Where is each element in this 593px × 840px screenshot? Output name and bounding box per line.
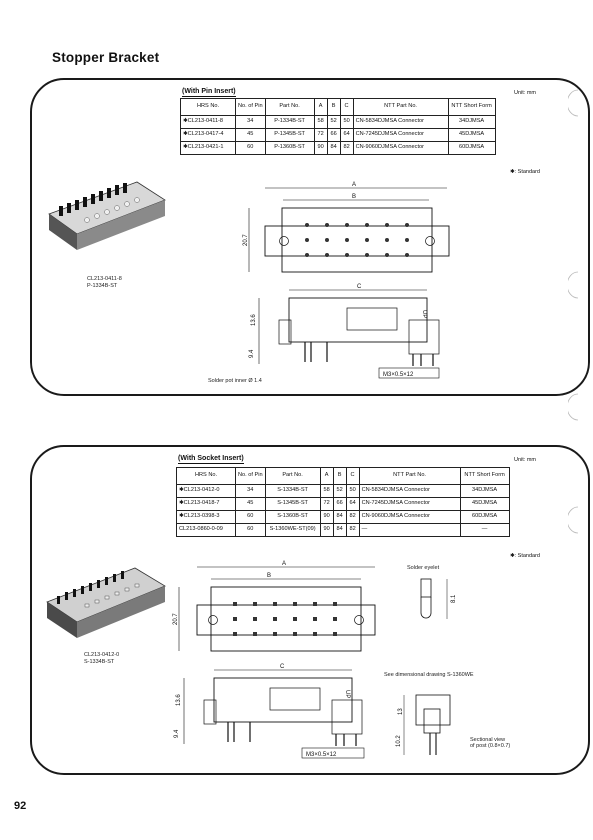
table-row [181, 142, 496, 155]
table-cell: 45DJMSA [448, 129, 495, 142]
table-cell: 64 [346, 498, 359, 511]
table-cell: 90 [320, 511, 333, 524]
table-cell: 50 [340, 116, 353, 129]
page-number: 92 [14, 800, 27, 812]
table-cell: 45DJMSA [460, 498, 509, 511]
dim-c-label: C [280, 664, 285, 670]
dim-height-label: 20.7 [173, 613, 179, 625]
pin-standard-note: ✱: Standard [510, 169, 540, 175]
table-header-row [181, 99, 496, 116]
dim-c-label: C [357, 284, 362, 290]
table-cell: CN-7245DJMSA Connector [359, 498, 460, 511]
table-cell: S-1360B-ST [265, 511, 320, 524]
socket-photo-caption-line2: S-1334B-ST [84, 659, 115, 666]
dim-height-label: 20.7 [243, 234, 249, 246]
dim-small-label: 9.4 [174, 729, 180, 738]
col-hrs-no: HRS No. [177, 468, 236, 485]
socket-insert-panel [30, 445, 590, 775]
screw-label: M3×0.5×12 [306, 752, 337, 758]
table-cell: ✱CL213-0418-7 [177, 498, 236, 511]
socket-spec-table [176, 467, 510, 537]
pin-spec-table [180, 98, 496, 155]
table-cell: 45 [236, 498, 266, 511]
dim-a-label: A [282, 561, 287, 567]
table-cell: 82 [340, 142, 353, 155]
table-cell: 60DJMSA [448, 142, 495, 155]
pin-photo-caption-line1: CL213-0411-8 [87, 276, 122, 282]
table-row [177, 498, 510, 511]
section-view-note [470, 737, 510, 749]
table-cell: 82 [346, 511, 359, 524]
socket-connector-photo [37, 552, 177, 647]
socket-photo-caption [84, 652, 119, 666]
solder-eyelet-label: Solder eyelet [407, 565, 440, 571]
section-view-line1: Sectional view [470, 737, 506, 743]
table-cell: 64 [340, 129, 353, 142]
table-cell: P-1334B-ST [265, 116, 314, 129]
table-cell: CN-5834DJMSA Connector [359, 485, 460, 498]
table-row [177, 485, 510, 498]
col-a: A [314, 99, 327, 116]
pin-connector-photo [37, 170, 177, 260]
table-cell: 66 [327, 129, 340, 142]
col-part-no: Part No. [265, 99, 314, 116]
table-cell: 66 [333, 498, 346, 511]
col-a: A [320, 468, 333, 485]
pin-unit-label: Unit: mm [514, 90, 536, 96]
table-cell: CN-5834DJMSA Connector [353, 116, 448, 129]
table-cell: 84 [333, 511, 346, 524]
col-c: C [340, 99, 353, 116]
table-cell: 34 [236, 116, 266, 129]
page-title: Stopper Bracket [52, 50, 160, 65]
table-cell: 58 [314, 116, 327, 129]
section-view-line2: of post (0.8×0.7) [470, 743, 511, 749]
pin-photo-caption-line2: P-1334B-ST [87, 283, 118, 290]
table-cell: CL213-0860-0-09 [177, 524, 236, 537]
table-cell: 45 [236, 129, 266, 142]
col-ntt-short-form: NTT Short Form [460, 468, 509, 485]
table-cell: 60 [236, 511, 266, 524]
table-cell: 72 [320, 498, 333, 511]
table-header-row [177, 468, 510, 485]
table-cell: 50 [346, 485, 359, 498]
table-cell: 84 [327, 142, 340, 155]
table-row [181, 116, 496, 129]
table-row [177, 511, 510, 524]
pin-front-view-drawing [237, 180, 467, 275]
table-cell: — [460, 524, 509, 537]
table-cell: ✱CL213-0412-0 [177, 485, 236, 498]
table-cell: S-1334B-ST [265, 485, 320, 498]
pin-insert-panel [30, 78, 590, 396]
table-cell: ✱CL213-0398-3 [177, 511, 236, 524]
socket-side-view-drawing [162, 662, 402, 767]
margin-mark-icon [568, 392, 580, 422]
dim-b-label: B [267, 573, 272, 579]
table-cell: P-1345B-ST [265, 129, 314, 142]
socket-unit-label: Unit: mm [514, 457, 536, 463]
table-cell: CN-9060DJMSA Connector [359, 511, 460, 524]
table-cell: ✱CL213-0411-8 [181, 116, 236, 129]
col-no-of-pin: No. of Pin [236, 99, 266, 116]
table-cell: 34 [236, 485, 266, 498]
dim-small-label: 9.4 [249, 349, 255, 358]
margin-mark-icon [568, 505, 580, 535]
socket-section-subtitle: (With Socket Insert) [178, 455, 244, 462]
table-cell: S-1345B-ST [265, 498, 320, 511]
socket-standard-note: ✱: Standard [510, 553, 540, 559]
col-b: B [327, 99, 340, 116]
table-cell: 34DJMSA [448, 116, 495, 129]
table-cell: ✱CL213-0417-4 [181, 129, 236, 142]
margin-mark-icon [568, 88, 580, 118]
col-ntt-part-no: NTT Part No. [353, 99, 448, 116]
socket-photo-caption-line1: CL213-0412-0 [84, 652, 120, 658]
see-drawing-note: See dimensional drawing S-1360WE [384, 672, 474, 678]
table-cell: 90 [314, 142, 327, 155]
table-cell: CN-7245DJMSA Connector [353, 129, 448, 142]
side-dim2-label: 10.2 [396, 735, 402, 747]
col-ntt-short-form: NTT Short Form [448, 99, 495, 116]
dim-height2-label: 13.6 [251, 314, 257, 326]
dim-b-label: B [352, 194, 357, 200]
dim-height2-label: 13.6 [176, 694, 182, 706]
side-dim1-label: 13 [398, 708, 404, 715]
table-cell: 82 [346, 524, 359, 537]
table-cell: ✱CL213-0421-1 [181, 142, 236, 155]
table-cell: S-1360WE-ST(09) [265, 524, 320, 537]
dim-a-label: A [352, 182, 357, 188]
solder-eyelet-drawing [407, 575, 467, 627]
screw-label: M3×0.5×12 [383, 372, 414, 378]
col-no-of-pin: No. of Pin [236, 468, 266, 485]
pin-section-subtitle: (With Pin Insert) [182, 88, 236, 95]
table-cell: 60 [236, 142, 266, 155]
table-cell: P-1360B-ST [265, 142, 314, 155]
col-c: C [346, 468, 359, 485]
table-cell: 58 [320, 485, 333, 498]
col-b: B [333, 468, 346, 485]
table-row [181, 129, 496, 142]
eyelet-dim-label: 8.1 [451, 594, 457, 603]
table-cell: 34DJMSA [460, 485, 509, 498]
up-label: UP [344, 690, 350, 699]
table-cell: CN-9060DJMSA Connector [353, 142, 448, 155]
table-cell: 60DJMSA [460, 511, 509, 524]
table-cell: 60 [236, 524, 266, 537]
col-ntt-part-no: NTT Part No. [359, 468, 460, 485]
table-cell: — [359, 524, 460, 537]
pin-side-view-drawing [237, 280, 477, 385]
col-hrs-no: HRS No. [181, 99, 236, 116]
pin-photo-caption [87, 276, 122, 290]
col-part-no: Part No. [265, 468, 320, 485]
table-cell: 90 [320, 524, 333, 537]
solder-pot-note: Solder pot inner Ø 1.4 [208, 378, 262, 384]
margin-mark-icon [568, 270, 580, 300]
up-label: UP [421, 310, 427, 319]
table-cell: 72 [314, 129, 327, 142]
table-cell: 84 [333, 524, 346, 537]
table-row [177, 524, 510, 537]
socket-front-view-drawing [167, 559, 397, 654]
socket-section-view-drawing [372, 685, 512, 765]
table-cell: 52 [333, 485, 346, 498]
table-cell: 52 [327, 116, 340, 129]
